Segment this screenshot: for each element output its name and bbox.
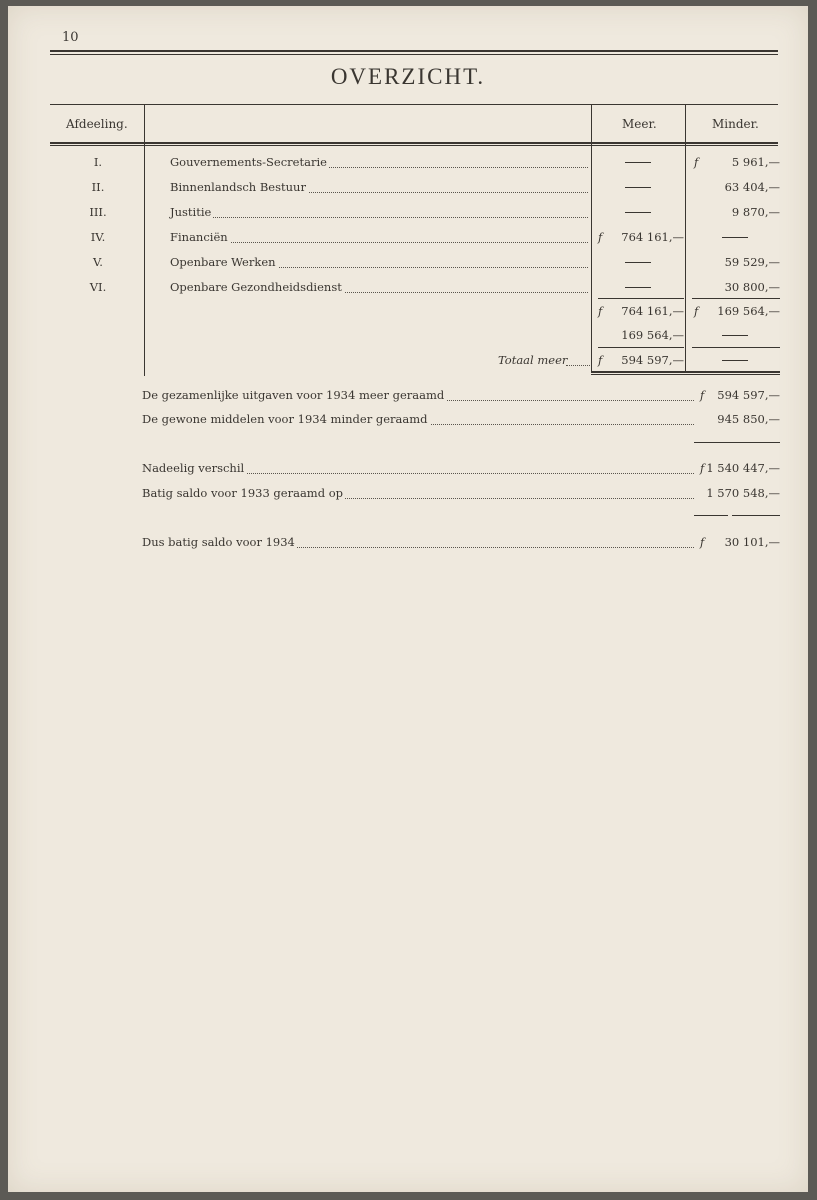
row-minder-f: f [694,155,699,169]
row-meer-dash [625,187,651,188]
summary-value: 945 850,— [717,412,780,426]
row-meer: 764 161,— [621,230,684,244]
total-leader [566,365,590,366]
summary-value: 594 597,— [717,388,780,402]
total-label: Totaal meer [498,353,568,367]
row-minder: 63 404,— [724,180,780,194]
row-minder: 5 961,— [731,155,780,169]
summary-rule-2a [694,515,728,516]
row-code: I. [93,155,103,169]
table-top-rule [50,104,778,105]
total-meer-f: f [598,353,603,367]
row-name: Justitie [170,205,212,219]
top-rule [50,50,778,52]
row-leader [170,242,588,243]
row-code: VI. [89,280,107,294]
row-code: II. [91,180,105,194]
offset-meer: 169 564,— [621,328,684,342]
col-divider-3 [685,104,686,372]
total-rule-meer [598,347,684,348]
row-minder: 9 870,— [731,205,780,219]
row-meer-dash [625,262,651,263]
summary-label: Batig saldo voor 1933 geraamd op [142,486,344,500]
row-meer-dash [625,212,651,213]
row-code: III. [89,205,107,219]
summary-value: 1 540 447,— [706,461,780,475]
summary-value: 30 101,— [724,535,780,549]
summary-rule-2b [732,515,780,516]
col-divider-2 [591,104,592,372]
header-meer: Meer. [622,117,657,131]
summary-label: De gezamenlijke uitgaven voor 1934 meer geraamd [142,388,445,402]
summary-label: Nadeelig verschil [142,461,245,475]
summary-label: De gewone middelen voor 1934 minder geraamd [142,412,428,426]
header-minder: Minder. [712,117,759,131]
row-name: Openbare Werken [170,255,276,269]
summary-f: f [700,461,705,475]
subtotal-minder: 169 564,— [717,304,780,318]
page-title: OVERZICHT. [330,64,486,89]
document-page [8,6,808,1192]
total-double-rule-thin [591,374,780,375]
table-header-rule-thin [50,145,778,146]
top-rule-thin [50,54,778,55]
row-meer-f: f [598,230,603,244]
col-divider-1 [144,104,145,376]
subtotal-minder-f: f [694,304,699,318]
row-name: Openbare Gezondheidsdienst [170,280,342,294]
total-meer: 594 597,— [621,353,684,367]
subtotal-meer-f: f [598,304,603,318]
table-header-rule [50,142,778,144]
total-double-rule [591,371,780,373]
row-code: V. [93,255,103,269]
summary-f: f [700,535,705,549]
row-minder: 59 529,— [724,255,780,269]
row-minder: 30 800,— [724,280,780,294]
header-afdeeling: Afdeeling. [66,117,128,131]
page-number: 10 [62,30,79,45]
summary-value: 1 570 548,— [706,486,780,500]
summary-rule-1 [694,442,780,443]
row-name: Binnenlandsch Bestuur [170,180,306,194]
total-minder-dash [722,360,748,361]
offset-minder-dash [722,335,748,336]
row-leader [170,217,588,218]
subtotal-meer: 764 161,— [621,304,684,318]
row-code: IV. [90,230,106,244]
summary-f: f [700,388,705,402]
row-meer-dash [625,287,651,288]
row-name: Financiën [170,230,228,244]
subtotal-rule-minder [692,298,780,299]
summary-label: Dus batig saldo voor 1934 [142,535,295,549]
row-minder-dash [722,237,748,238]
row-meer-dash [625,162,651,163]
total-rule-minder [692,347,780,348]
subtotal-rule-meer [598,298,684,299]
row-name: Gouvernements-Secretarie [170,155,327,169]
